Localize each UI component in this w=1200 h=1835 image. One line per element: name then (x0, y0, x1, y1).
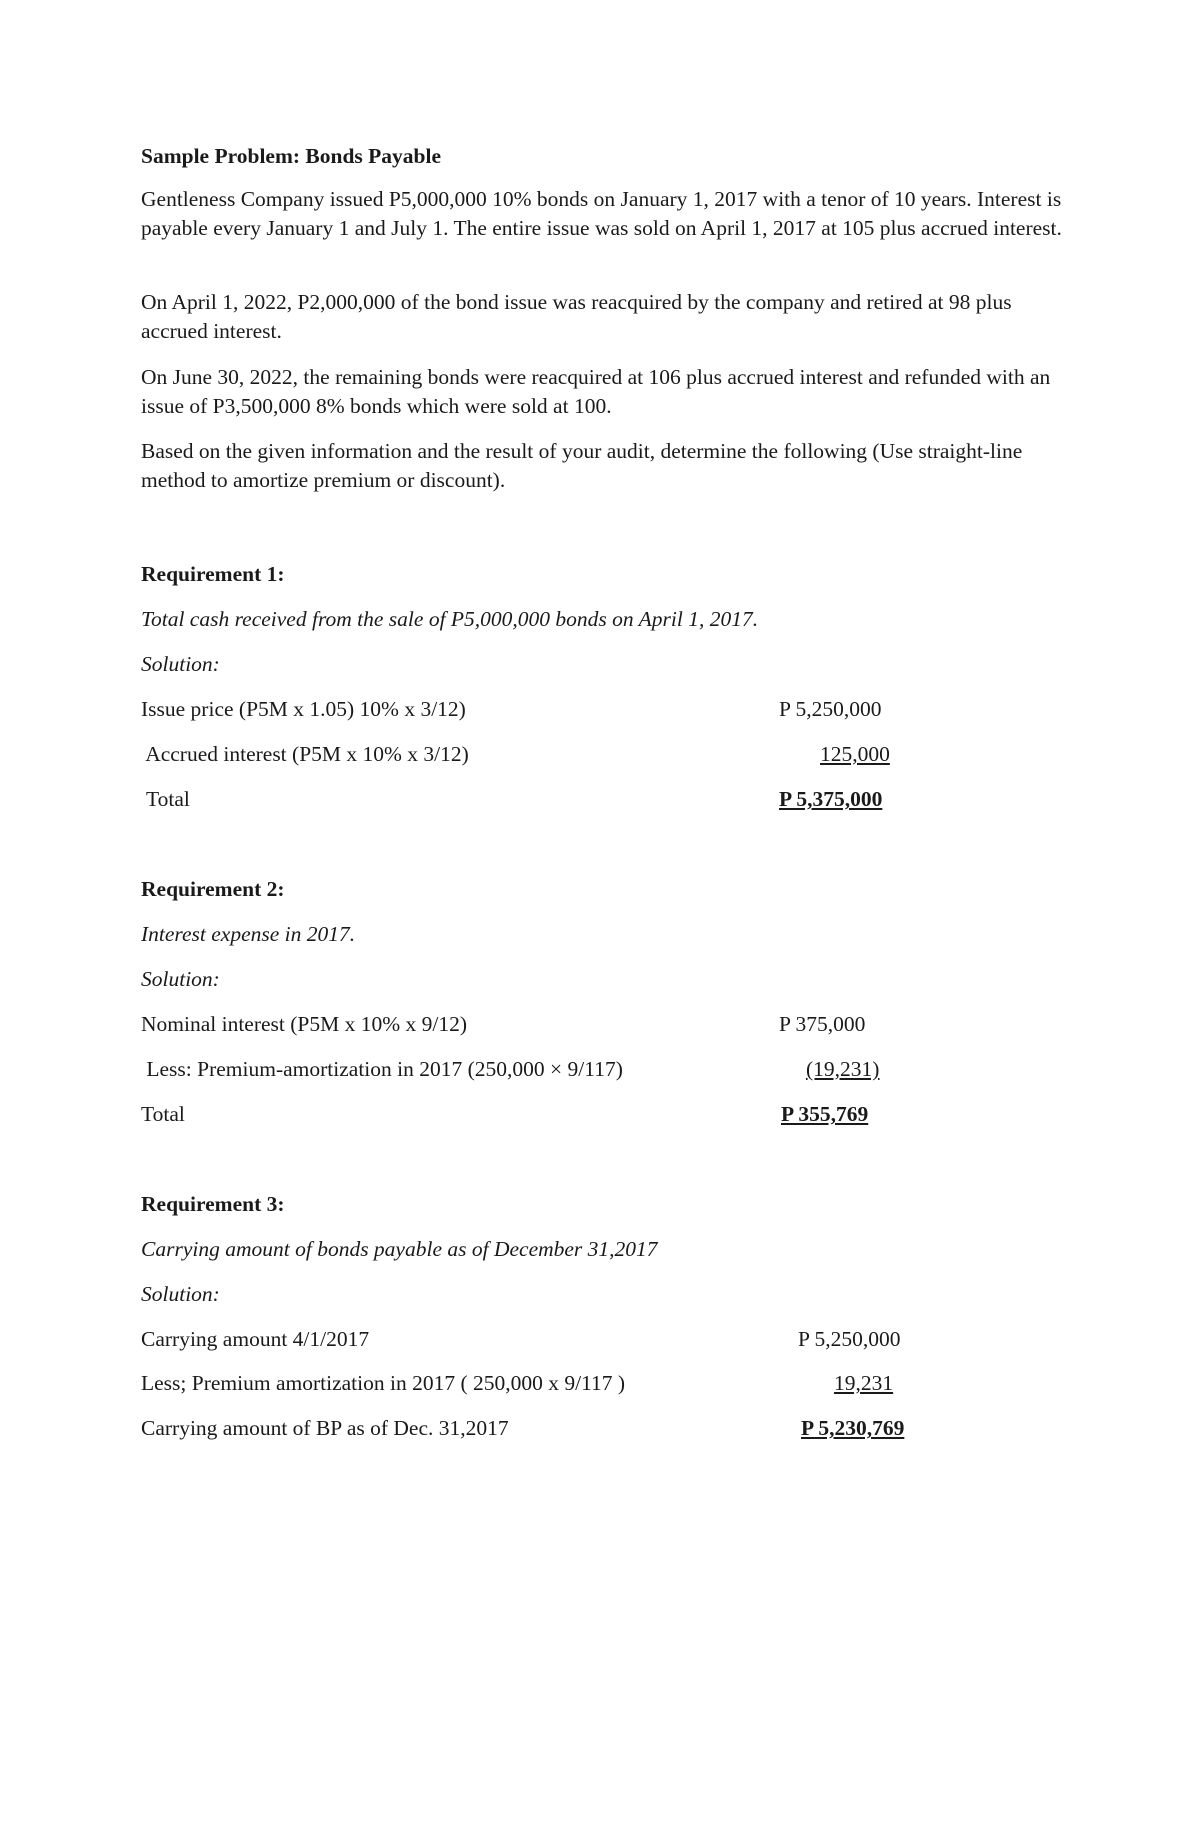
solution-row (141, 1414, 1071, 1443)
solution-row (141, 1055, 1071, 1084)
row-label: Total (141, 1102, 185, 1126)
solution-row (141, 695, 1071, 724)
solution-row (141, 1100, 1071, 1129)
row-total-amount: P 5,230,769 (801, 1416, 905, 1440)
requirement-2-solution-label: Solution: (141, 967, 220, 991)
row-amount: P 5,250,000 (779, 697, 882, 721)
solution-row (141, 1369, 1071, 1398)
row-label: Less: Premium-amortization in 2017 (250,000 × 9/117) (141, 1057, 623, 1081)
requirement-3-solution-label: Solution: (141, 1282, 220, 1306)
row-label: Issue price (P5M x 1.05) 10% x 3/12) (141, 697, 466, 721)
document-title: Sample Problem: Bonds Payable (141, 144, 442, 168)
solution-row (141, 1010, 1071, 1039)
row-amount: 19,231 (834, 1371, 894, 1395)
requirement-3-heading: Requirement 3: (141, 1192, 285, 1216)
requirement-3-question: Carrying amount of bonds payable as of December 31,2017 (141, 1237, 658, 1261)
solution-row (141, 785, 1071, 814)
row-label: Accrued interest (P5M x 10% x 3/12) (141, 742, 469, 766)
solution-row (141, 740, 1071, 769)
row-amount: 125,000 (820, 742, 890, 766)
requirement-1-question: Total cash received from the sale of P5,000,000 bonds on April 1, 2017. (141, 607, 759, 631)
requirement-2-heading: Requirement 2: (141, 877, 285, 901)
requirement-1-solution-label: Solution: (141, 652, 220, 676)
requirement-1-heading: Requirement 1: (141, 562, 285, 586)
row-total-amount: P 355,769 (781, 1102, 869, 1126)
row-label: Nominal interest (P5M x 10% x 9/12) (141, 1012, 468, 1036)
row-label: Carrying amount of BP as of Dec. 31,2017 (141, 1416, 509, 1440)
solution-row (141, 1325, 1071, 1354)
instruction-paragraph: Based on the given information and the result of your audit, determine the following (Use straight-line method to amortize premium or discount). (141, 439, 1023, 492)
row-amount: P 5,250,000 (798, 1327, 901, 1351)
row-label: Less; Premium amortization in 2017 ( 250,000 x 9/117 ) (141, 1371, 626, 1395)
requirement-2-question: Interest expense in 2017. (141, 922, 356, 946)
row-label: Carrying amount 4/1/2017 (141, 1327, 370, 1351)
row-amount: P 375,000 (779, 1012, 866, 1036)
intro-paragraph: Gentleness Company issued P5,000,000 10% bonds on January 1, 2017 with a tenor of 10 years. Interest is payable every January 1 and July 1. The entire issue was sold on April 1, 2017 at 105 plus accrued interest. (141, 187, 1062, 240)
row-total-amount: P 5,375,000 (779, 787, 883, 811)
row-label: Total (141, 787, 190, 811)
refunding-paragraph: On June 30, 2022, the remaining bonds were reacquired at 106 plus accrued interest and refunded with an issue of P3,500,000 8% bonds which were sold at 100. (141, 365, 1051, 418)
row-amount: (19,231) (806, 1057, 880, 1081)
reacquisition-paragraph: On April 1, 2022, P2,000,000 of the bond issue was reacquired by the company and retired at 98 plus accrued interest. (141, 290, 1012, 343)
